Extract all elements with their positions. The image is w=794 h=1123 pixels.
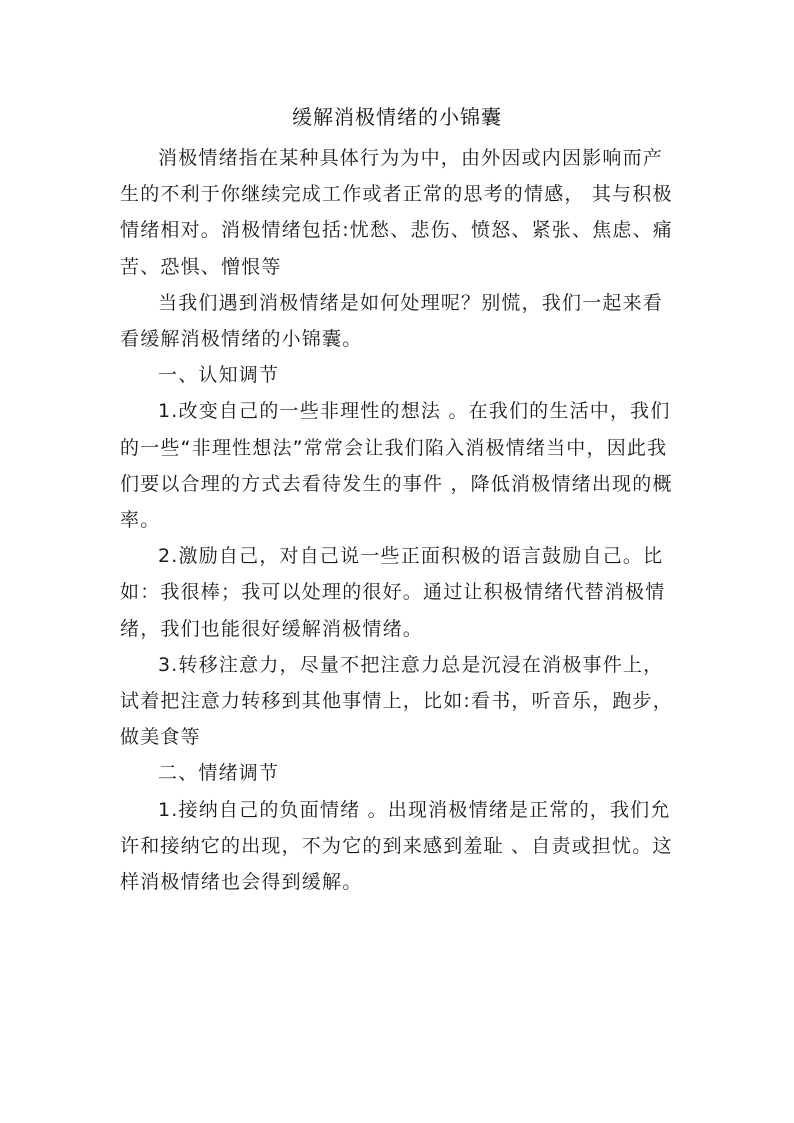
paragraph-question: 当我们遇到消极情绪是如何处理呢？别慌，我们一起来看看缓解消极情绪的小锦囊。 — [120, 291, 664, 351]
paragraph-cognitive-2: 2.激励自己，对自己说一些正面积极的语言鼓励自己。比如：我很棒；我可以处理的很好。通过让积极情绪代替消极情绪，我们也能很好缓解消极情绪。 — [120, 545, 666, 640]
section-heading-cognitive: 一、认知调节 — [158, 364, 280, 387]
paragraph-emotional-1: 1.接纳自己的负面情绪 。出现消极情绪是正常的，我们允许和接纳它的出现，不为它的到来感到羞耻 、自责或担忧。这样消极情绪也会得到缓解。 — [120, 798, 673, 894]
document-body — [120, 140, 680, 900]
section-heading-emotional: 二、情绪调节 — [158, 762, 280, 785]
paragraph-intro: 消极情绪指在某种具体行为为中，由外因或内因影响而产生的不利于你继续完成工作或者正常的思考的情感， 其与积极情绪相对。消极情绪包括:忧愁、悲伤、愤怒、紧张、焦虑、痛苦、恐惧、憎恨等 — [120, 147, 674, 278]
paragraph-cognitive-3: 3.转移注意力，尽量不把注意力总是沉浸在消极事件上，试着把注意力转移到其他事情上，比如:看书，听音乐，跑步，做美食等 — [120, 653, 674, 749]
document-title: 缓解消极情绪的小锦囊 — [292, 105, 502, 129]
paragraph-cognitive-1: 1.改变自己的一些非理性的想法 。在我们的生活中，我们的一些“非理性想法”常常会让我们陷入消极情绪当中，因此我们要以合理的方式去看待发生的事件 ，降低消极情绪出现的概率。 — [120, 400, 673, 532]
